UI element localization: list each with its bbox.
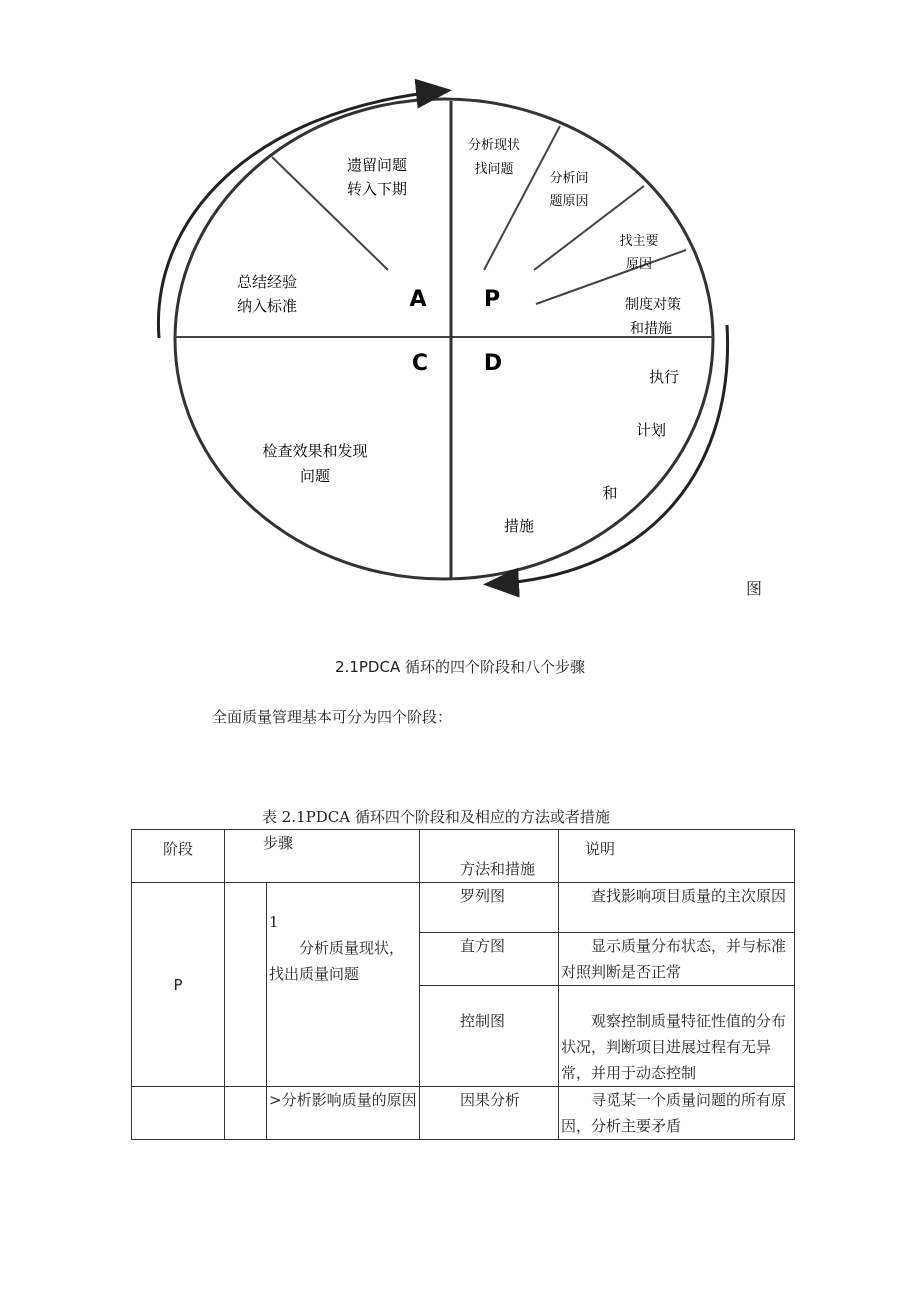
label-p2-2: 题原因 [549, 194, 589, 209]
method-cell: 罗列图 [420, 883, 559, 933]
note-cell: 寻觅某一个质量问题的所有原因，分析主要矛盾 [559, 1087, 795, 1140]
empty-cell [225, 1087, 267, 1140]
intro-text: 全面质量管理基本可分为四个阶段： [212, 708, 453, 726]
step1-cell [267, 883, 420, 1087]
step2-cell: >分析影响质量的原因 [267, 1087, 420, 1140]
label-a-left-2: 纳入标准 [236, 297, 298, 315]
label-a-top-1: 遗留问题 [346, 156, 408, 174]
label-d-2: 计划 [635, 421, 667, 439]
header-step: 步骤 [225, 830, 420, 883]
note-cell: 显示质量分布状态，并与标准对照判断是否正常 [559, 933, 795, 986]
quadrant-letter-d: D [483, 351, 503, 376]
table-caption: 表 2.1PDCA 循环四个阶段和及相应的方法或者措施 [262, 808, 610, 826]
label-a-top-2: 转入下期 [346, 180, 408, 198]
stage-cell-empty [132, 1087, 225, 1140]
table-row [132, 1087, 795, 1140]
table-header-row [132, 830, 795, 883]
method-cell: 控制图 [420, 986, 559, 1087]
label-d-4: 措施 [503, 517, 535, 535]
label-p1-1: 分析现状 [467, 138, 521, 153]
method-cell: 因果分析 [420, 1087, 559, 1140]
figure-word: 图 [746, 579, 763, 598]
empty-cell [225, 883, 267, 1087]
table-row [132, 883, 795, 933]
top-cycle-arrow [158, 91, 443, 338]
label-p4-1: 制度对策 [625, 297, 681, 313]
pdca-cycle-diagram [0, 0, 920, 620]
header-stage: 阶段 [132, 830, 225, 883]
label-a-left-1: 总结经验 [236, 273, 298, 291]
label-p3-1: 找主要 [619, 234, 659, 249]
stage-p-cell: P [132, 883, 225, 1087]
note-cell: 观察控制质量特征性值的分布状况，判断项目进展过程有无异常，并用于动态控制 [559, 986, 795, 1087]
note-cell: 查找影响项目质量的主次原因 [559, 883, 795, 933]
label-p3-2: 原因 [625, 257, 653, 272]
pdca-methods-table [131, 829, 795, 1140]
quadrant-letter-a: A [409, 287, 427, 312]
step1-number: 1 [269, 913, 279, 931]
step1-text: 分析质量现状，找出质量问题 [269, 939, 405, 983]
label-c-2: 问题 [299, 467, 331, 485]
label-p4-2: 和措施 [630, 321, 672, 337]
header-note: 说明 [559, 830, 795, 883]
cycle-ellipse [175, 99, 713, 579]
quadrant-letter-c: C [411, 351, 429, 376]
label-p2-1: 分析问 [549, 171, 589, 186]
p-divider-3 [536, 250, 686, 304]
label-p1-2: 找问题 [474, 162, 514, 177]
figure-caption: 2.1PDCA 循环的四个阶段和八个步骤 [335, 658, 585, 676]
label-d-3: 和 [602, 484, 618, 502]
header-method: 方法和措施 [420, 830, 559, 883]
quadrant-letter-p: P [483, 287, 501, 312]
label-d-1: 执行 [648, 368, 680, 386]
label-c-1: 检查效果和发现 [262, 442, 368, 460]
bottom-cycle-arrow [492, 325, 728, 584]
method-cell: 直方图 [420, 933, 559, 986]
